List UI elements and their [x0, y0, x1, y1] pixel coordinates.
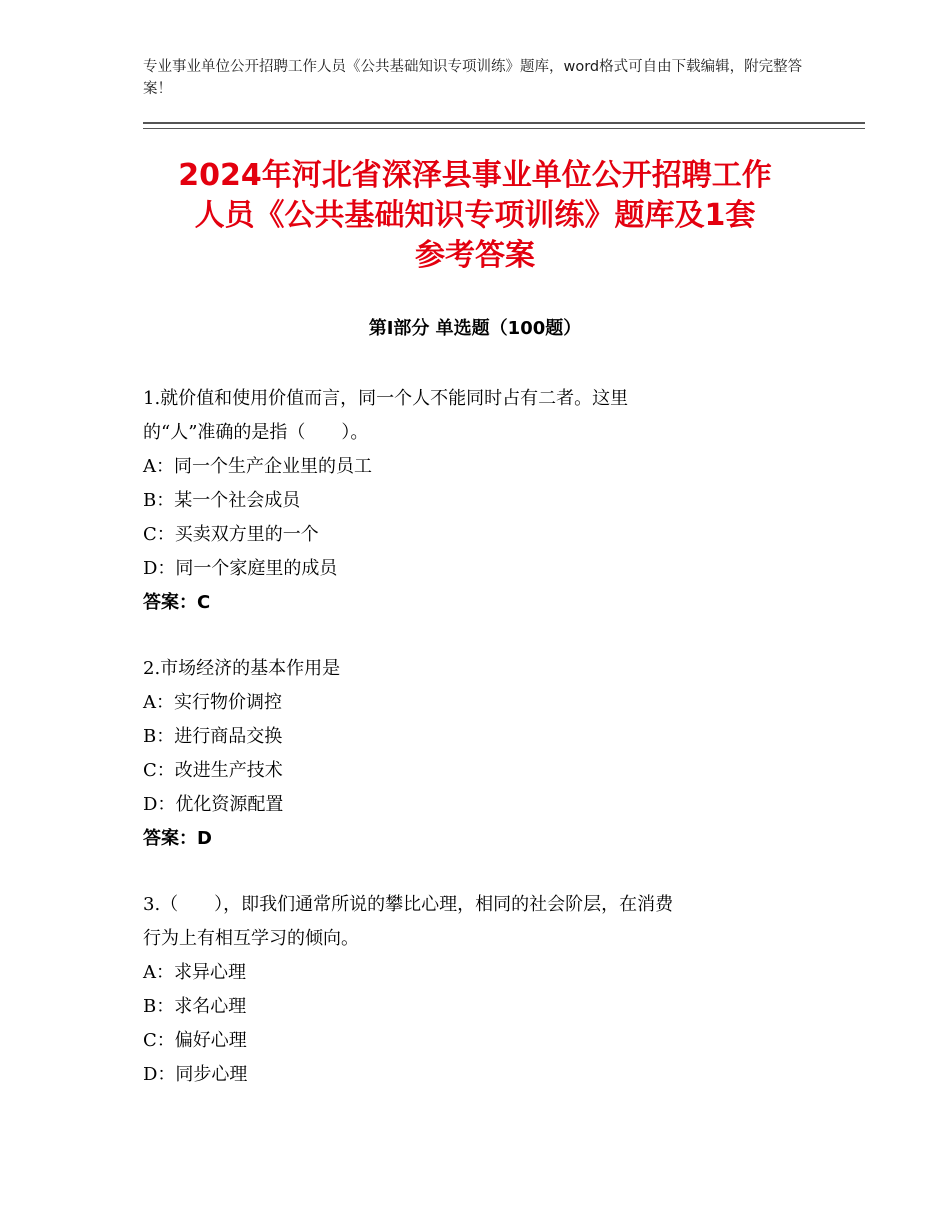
- question-stem-line: 行为上有相互学习的倾向。: [143, 928, 359, 949]
- option-b: B：某一个社会成员: [143, 490, 301, 511]
- header-divider: [143, 122, 865, 129]
- question-stem-line: 1.就价值和使用价值而言，同一个人不能同时占有二者。这里: [143, 388, 629, 409]
- option-a: A：同一个生产企业里的员工: [143, 456, 372, 477]
- header-note: 专业事业单位公开招聘工作人员《公共基础知识专项训练》题库，word格式可自由下载编辑，附完整答案！: [143, 59, 803, 97]
- option-a: A：求异心理: [143, 962, 246, 983]
- document-title: [100, 156, 850, 276]
- title-line-2: 人员《公共基础知识专项训练》题库及1套: [194, 198, 756, 233]
- option-c: C：偏好心理: [143, 1030, 247, 1051]
- option-b: B：进行商品交换: [143, 726, 283, 747]
- question-2: [143, 652, 823, 856]
- option-b: B：求名心理: [143, 996, 247, 1017]
- option-a: A：实行物价调控: [143, 692, 282, 713]
- option-c: C：改进生产技术: [143, 760, 283, 781]
- question-1: [143, 382, 823, 620]
- option-d: D：优化资源配置: [143, 794, 284, 815]
- question-stem-line: 2.市场经济的基本作用是: [143, 658, 341, 679]
- title-line-1: 2024年河北省深泽县事业单位公开招聘工作: [178, 158, 772, 193]
- question-3: [143, 888, 823, 1092]
- answer-label: 答案：D: [143, 828, 212, 849]
- option-c: C：买卖双方里的一个: [143, 524, 319, 545]
- question-stem-line: 3.（ ），即我们通常所说的攀比心理，相同的社会阶层，在消费: [143, 894, 674, 915]
- question-list: [143, 382, 823, 1124]
- option-d: D：同一个家庭里的成员: [143, 558, 338, 579]
- question-stem-line: 的“人”准确的是指（ ）。: [143, 422, 369, 443]
- title-line-3: 参考答案: [415, 238, 535, 273]
- section-heading: 第Ⅰ部分 单选题（100题）: [368, 318, 582, 339]
- option-d: D：同步心理: [143, 1064, 248, 1085]
- answer-label: 答案：C: [143, 592, 211, 613]
